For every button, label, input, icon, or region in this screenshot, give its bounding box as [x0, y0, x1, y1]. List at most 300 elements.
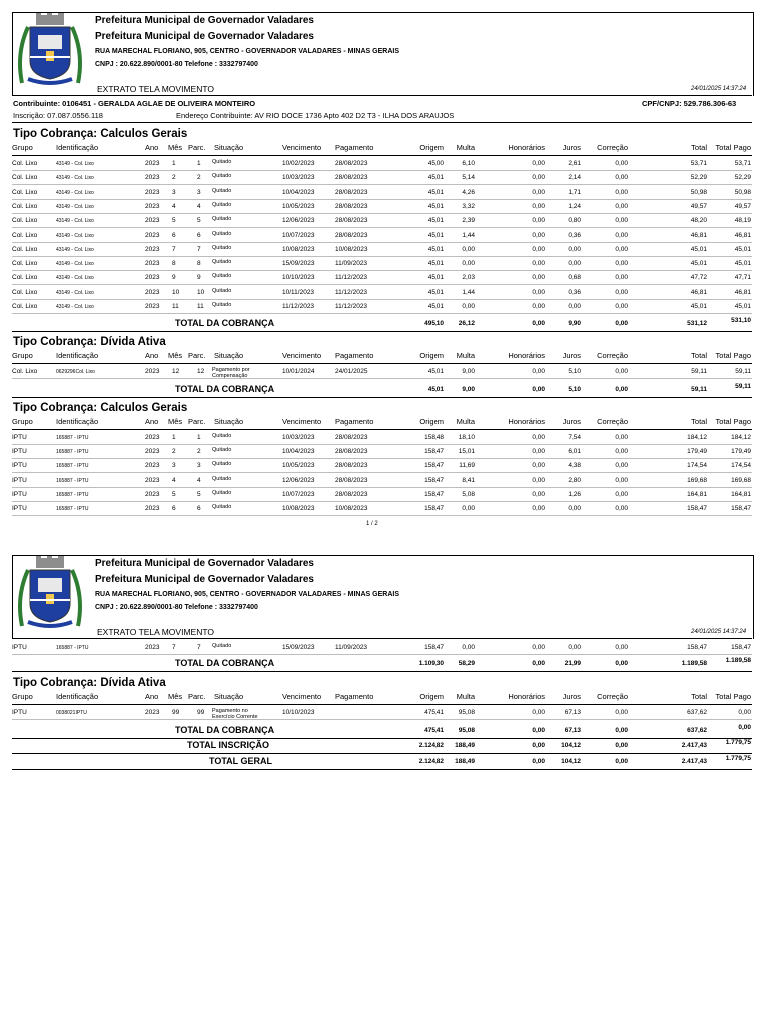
column-header: Juros — [562, 692, 581, 701]
cell: 158,48 — [424, 433, 444, 441]
cell: 45,01 — [427, 245, 444, 253]
total-rule — [12, 331, 752, 332]
cell: 1,44 — [462, 288, 475, 296]
column-header: Identificação — [56, 692, 99, 701]
city-crest-icon — [14, 13, 86, 87]
total-label: TOTAL DA COBRANÇA — [175, 725, 275, 735]
table-row — [12, 488, 752, 501]
cell: 0,00 — [462, 303, 475, 310]
cell: 3,32 — [462, 202, 475, 210]
column-header: Ano — [145, 143, 159, 152]
total-value: 2.417,43 — [681, 758, 707, 765]
table-row — [12, 706, 752, 719]
cell: Quitado — [212, 273, 232, 280]
cell: 1,71 — [568, 188, 581, 196]
info-rule — [12, 122, 752, 123]
total-value: 59,11 — [735, 382, 751, 390]
cell: Col. Lixo — [12, 245, 38, 253]
cell: 0,00 — [615, 188, 628, 196]
cell: 1,24 — [568, 202, 581, 210]
column-header: Parc. — [188, 143, 206, 152]
cell: 46,81 — [734, 288, 751, 296]
cell: 45,01 — [690, 303, 707, 310]
cell: 28/08/2023 — [335, 490, 368, 498]
cell: 2,39 — [462, 217, 475, 225]
column-header: Pagamento — [335, 143, 374, 152]
total-label: TOTAL DA COBRANÇA — [175, 318, 275, 329]
total-value: 2.124,82 — [418, 742, 444, 749]
cell: 6 — [197, 505, 201, 513]
cell: 2023 — [145, 274, 160, 282]
total-value: 9,90 — [568, 320, 581, 328]
cell: 15/09/2023 — [282, 644, 315, 651]
table-row — [12, 502, 752, 515]
cell: Col. Lixo — [12, 202, 38, 210]
cell: 6,10 — [462, 160, 475, 167]
header-cnpj: CNPJ : 20.622.890/0001-80 Telefone : 3332797400 — [95, 61, 258, 68]
cell: 0,00 — [738, 709, 751, 716]
total-value: 0,00 — [615, 320, 628, 328]
column-header: Honorários — [508, 692, 545, 701]
cell: 43149 - Col. Lixo — [56, 218, 94, 225]
column-header-row — [12, 417, 752, 429]
cell: 2023 — [145, 462, 160, 470]
cell: 0,80 — [568, 217, 581, 225]
cell: 0,00 — [532, 709, 545, 716]
cell: 5 — [172, 217, 176, 225]
cell: 99 — [172, 709, 180, 716]
cell: 158,47 — [424, 476, 444, 484]
cell: 2023 — [145, 188, 160, 196]
cell: 0,00 — [615, 644, 628, 651]
cell: 0,00 — [568, 505, 581, 513]
column-header: Origem — [419, 351, 444, 361]
column-header: Vencimento — [282, 416, 322, 426]
cell: Quitado — [212, 643, 232, 649]
column-header: Ano — [145, 351, 159, 361]
column-header: Multa — [456, 143, 475, 152]
cell: 2023 — [145, 174, 160, 182]
cell: 0,36 — [568, 231, 581, 239]
cell: Quitado — [212, 244, 232, 251]
cell: 45,01 — [427, 303, 444, 310]
table-row — [12, 200, 752, 213]
cell: 5,08 — [462, 490, 475, 498]
cell: 6 — [197, 231, 201, 239]
table-row — [12, 214, 752, 227]
cell: 475,41 — [424, 709, 444, 716]
column-header-rule — [12, 429, 752, 430]
cell: 8 — [197, 260, 201, 268]
total-value: 0,00 — [532, 742, 545, 749]
row-rule — [12, 654, 752, 655]
cell: 10/04/2023 — [282, 188, 315, 196]
total-value: 0,00 — [615, 660, 628, 667]
total-row — [12, 724, 752, 738]
cell: 11 — [197, 303, 204, 310]
cell: Pagamento por Compensação — [212, 367, 250, 380]
cell: 2,61 — [568, 160, 581, 167]
column-header: Multa — [456, 351, 475, 361]
column-header: Total Pago — [715, 143, 751, 152]
cell: 45,01 — [427, 274, 444, 282]
cell: 0,00 — [615, 433, 628, 441]
cell: 0,00 — [532, 231, 545, 239]
cell: 0,00 — [462, 245, 475, 253]
cell: 11/12/2023 — [335, 303, 368, 310]
cell: 45,01 — [690, 245, 707, 253]
total-value: 0,00 — [532, 385, 545, 393]
city-crest-icon — [14, 556, 86, 630]
page2-header-line1: Prefeitura Municipal de Governador Valadares — [95, 558, 314, 569]
cell: 2023 — [145, 303, 160, 310]
column-header: Ano — [145, 692, 159, 701]
column-header: Total — [691, 692, 707, 701]
cell: 9 — [197, 274, 201, 282]
cell: 45,01 — [427, 202, 444, 210]
cell: 1 — [172, 160, 176, 167]
cell: 18,10 — [458, 433, 475, 441]
total-value: 95,08 — [458, 727, 475, 734]
total-value: 495,10 — [424, 320, 444, 328]
cell: 11/12/2023 — [335, 288, 368, 296]
cell: 0,00 — [532, 368, 545, 376]
cell: 7 — [197, 245, 201, 253]
cell: 11/09/2023 — [335, 260, 368, 268]
total-row — [12, 657, 752, 671]
column-header: Vencimento — [282, 351, 322, 361]
column-header: Mês — [168, 143, 183, 152]
cell: 10/08/2023 — [335, 505, 368, 513]
total-value: 188,49 — [455, 742, 475, 749]
cell: 99 — [197, 709, 205, 716]
cell: 45,00 — [427, 160, 444, 167]
cell: 637,62 — [687, 709, 707, 716]
cell: 0,00 — [532, 160, 545, 167]
cell: 48,20 — [690, 217, 707, 225]
cell: 1,44 — [462, 231, 475, 239]
cpf-cnpj: CPF/CNPJ: 529.786.306-63 — [642, 99, 737, 108]
cell: 5,14 — [462, 174, 475, 182]
column-header: Pagamento — [335, 692, 374, 701]
row-rule — [12, 719, 752, 720]
cell: 28/08/2023 — [335, 202, 368, 210]
column-header: Mês — [168, 351, 183, 361]
row-rule — [12, 378, 752, 379]
total-rule — [12, 769, 752, 770]
cell: 0,00 — [532, 505, 545, 513]
cell: 0,00 — [532, 644, 545, 651]
cell: 2023 — [145, 160, 160, 167]
column-header: Juros — [562, 351, 581, 361]
cell: 7 — [172, 644, 176, 651]
doc-datetime: 24/01/2025 14:37:24 — [691, 86, 747, 92]
total-value: 104,12 — [561, 742, 581, 749]
cell: 0,00 — [568, 644, 581, 651]
cell: 45,01 — [427, 217, 444, 225]
cell: 43149 - Col. Lixo — [56, 261, 94, 268]
total-value: 0,00 — [615, 742, 628, 749]
total-value: 637,62 — [687, 727, 707, 734]
total-value: 0,00 — [738, 724, 751, 731]
cell: IPTU — [12, 433, 27, 441]
cell: 10/01/2024 — [282, 368, 315, 376]
column-header: Ano — [145, 416, 159, 426]
cell: 0,00 — [568, 245, 581, 253]
cell: 0,00 — [532, 217, 545, 225]
cell: 10/10/2023 — [282, 274, 315, 282]
cell: 10/05/2023 — [282, 202, 315, 210]
cell: Col. Lixo — [12, 260, 38, 268]
cell: 0,00 — [615, 174, 628, 182]
cell: 12 — [197, 368, 205, 376]
cell: 0,00 — [532, 260, 545, 268]
cell: 184,12 — [687, 433, 707, 441]
header-org-line-1: Prefeitura Municipal de Governador Valadares — [95, 15, 314, 26]
cell: 4 — [172, 476, 176, 484]
cell: 158,47 — [424, 490, 444, 498]
cell: 165887 - IPTU — [56, 434, 89, 441]
column-header: Total Pago — [715, 416, 751, 426]
column-header: Honorários — [508, 351, 545, 361]
column-header: Total Pago — [715, 351, 751, 361]
cell: Quitado — [212, 187, 232, 194]
cell: 49,57 — [734, 202, 751, 210]
cell: 0,00 — [568, 303, 581, 310]
cell: 45,01 — [734, 303, 751, 310]
cell: 2023 — [145, 505, 160, 513]
total-value: 45,01 — [427, 385, 444, 393]
cell: 45,01 — [734, 260, 751, 268]
cell: 46,81 — [690, 231, 707, 239]
cell: 3 — [172, 462, 176, 470]
total-rule — [12, 671, 752, 672]
total-row — [12, 317, 752, 331]
cell: IPTU — [12, 476, 27, 484]
cell: 28/08/2023 — [335, 462, 368, 470]
cell: 43149 - Col. Lixo — [56, 289, 94, 296]
cell: 11/12/2023 — [335, 274, 368, 282]
table-row — [12, 229, 752, 242]
cell: 52,29 — [734, 174, 751, 182]
cell: 158,47 — [731, 644, 751, 651]
cell: 0038021IPTU — [56, 710, 87, 716]
total-value: 21,99 — [564, 660, 581, 667]
cell: 47,71 — [734, 274, 751, 282]
cell: 95,08 — [458, 709, 475, 716]
cell: Col. Lixo — [12, 160, 38, 167]
cell: 0,00 — [615, 709, 628, 716]
column-header: Honorários — [508, 143, 545, 152]
table-row — [12, 186, 752, 199]
cell: Col. Lixo — [12, 274, 38, 282]
cell: 158,47 — [424, 462, 444, 470]
total-value: 0,00 — [615, 385, 628, 393]
cell: 0,00 — [615, 303, 628, 310]
column-header: Vencimento — [282, 143, 322, 152]
cell: 169,68 — [731, 476, 751, 484]
cell: 2023 — [145, 709, 160, 716]
cell: 0,00 — [532, 245, 545, 253]
cell: Quitado — [212, 159, 232, 165]
total-value: 67,13 — [564, 727, 581, 734]
cell: Pagamento no Exercício Corrente — [212, 708, 258, 720]
total-rule — [12, 397, 752, 398]
cell: 53,71 — [690, 160, 707, 167]
column-header: Multa — [456, 692, 475, 701]
cell: IPTU — [12, 505, 27, 513]
cell: 184,12 — [731, 433, 751, 441]
cell: 12/06/2023 — [282, 217, 315, 225]
cell: 10 — [172, 288, 180, 296]
cell: 10/08/2023 — [335, 245, 368, 253]
cell: 10 — [197, 288, 205, 296]
cell: 165887 - IPTU — [56, 463, 89, 470]
cell: 11/09/2023 — [335, 644, 368, 651]
total-value: 59,11 — [691, 385, 707, 393]
cell: 1 — [197, 433, 201, 441]
cell: 158,47 — [731, 505, 751, 513]
column-header: Grupo — [12, 416, 33, 426]
total-value: 0,00 — [532, 320, 545, 328]
page2-header-cnpj: CNPJ : 20.622.890/0001-80 Telefone : 3332797400 — [95, 604, 258, 611]
cell: 0,00 — [462, 644, 475, 651]
cell: 12/06/2023 — [282, 476, 315, 484]
cell: 15/09/2023 — [282, 260, 315, 268]
cell: 4 — [172, 202, 176, 210]
total-row — [12, 383, 752, 397]
cell: Quitado — [212, 475, 232, 482]
total-label: TOTAL DA COBRANÇA — [175, 383, 275, 394]
cell: 165887 - IPTU — [56, 645, 89, 651]
cell: 179,49 — [687, 447, 707, 455]
cell: 8 — [172, 260, 176, 268]
total-value: 1.779,75 — [725, 755, 751, 762]
row-rule — [12, 515, 752, 516]
column-header: Origem — [419, 143, 444, 152]
cell: 10/07/2023 — [282, 231, 315, 239]
total-label: TOTAL INSCRIÇÃO — [187, 740, 270, 750]
cell: 28/08/2023 — [335, 231, 368, 239]
cell: 165887 - IPTU — [56, 491, 89, 498]
cell: 4,26 — [462, 188, 475, 196]
column-header: Situação — [214, 692, 244, 701]
cell: 43149 - Col. Lixo — [56, 175, 94, 182]
cell: 0,00 — [615, 462, 628, 470]
total-value: 2.124,82 — [418, 758, 444, 765]
column-header: Grupo — [12, 143, 33, 152]
total-value: 26,12 — [458, 320, 475, 328]
column-header: Multa — [456, 416, 475, 426]
cell: 45,01 — [427, 174, 444, 182]
column-header: Identificação — [56, 416, 99, 426]
page2-header-line2: Prefeitura Municipal de Governador Valadares — [95, 574, 314, 585]
cell: 15,01 — [458, 447, 475, 455]
section-title: Tipo Cobrança: Calculos Gerais — [13, 401, 188, 414]
column-header-row — [12, 143, 752, 155]
column-header: Correção — [597, 692, 628, 701]
column-header: Situação — [214, 143, 244, 152]
cell: 165887 - IPTU — [56, 506, 89, 513]
cell: 7 — [172, 245, 176, 253]
cell: 10/03/2023 — [282, 174, 315, 182]
cell: 0,00 — [615, 245, 628, 253]
page2-header-address: RUA MARECHAL FLORIANO, 905, CENTRO - GOVERNADOR VALADARES - MINAS GERAIS — [95, 591, 399, 598]
cell: Col. Lixo — [12, 231, 38, 239]
cell: 10/03/2023 — [282, 433, 315, 441]
cell: 52,29 — [690, 174, 707, 182]
cell: 3 — [172, 188, 176, 196]
cell: 43149 - Col. Lixo — [56, 275, 94, 282]
cell: 2023 — [145, 368, 160, 376]
column-header: Origem — [419, 692, 444, 701]
column-header: Situação — [214, 351, 244, 361]
column-header: Mês — [168, 416, 183, 426]
table-row — [12, 459, 752, 472]
total-value: 531,12 — [687, 320, 707, 328]
total-value: 1.189,58 — [725, 657, 751, 664]
cell: 4 — [197, 476, 201, 484]
cell: 1,26 — [568, 490, 581, 498]
cell: 28/08/2023 — [335, 433, 368, 441]
table-row — [12, 641, 752, 654]
cell: 45,01 — [734, 245, 751, 253]
table-row — [12, 243, 752, 256]
cell: 28/08/2023 — [335, 188, 368, 196]
cell: Quitado — [212, 302, 232, 308]
cell: 0,00 — [462, 260, 475, 268]
cell: 0,00 — [532, 288, 545, 296]
cell: Quitado — [212, 216, 232, 223]
cell: 28/08/2023 — [335, 476, 368, 484]
total-row — [12, 755, 752, 769]
cell: 164,81 — [731, 490, 751, 498]
cell: 2023 — [145, 260, 160, 268]
cell: IPTU — [12, 709, 27, 716]
cell: 43149 - Col. Lixo — [56, 189, 94, 196]
cell: 0,00 — [615, 274, 628, 282]
table-row — [12, 300, 752, 313]
cell: 7,54 — [568, 433, 581, 441]
column-header: Juros — [562, 416, 581, 426]
cell: 158,47 — [687, 505, 707, 513]
total-value: 1.109,30 — [418, 660, 444, 667]
cell: 11/12/2023 — [282, 303, 315, 310]
cell: 0629296Col. Lixo — [56, 369, 95, 376]
cell: IPTU — [12, 490, 27, 498]
cell: 59,11 — [735, 368, 751, 376]
column-header: Origem — [419, 416, 444, 426]
cell: 5 — [172, 490, 176, 498]
cell: 10/10/2023 — [282, 709, 315, 716]
cell: 4,38 — [568, 462, 581, 470]
total-value: 0,00 — [532, 660, 545, 667]
cell: 2 — [172, 447, 176, 455]
cell: 45,01 — [427, 368, 444, 376]
column-header: Correção — [597, 416, 628, 426]
cell: 2,14 — [568, 174, 581, 182]
table-row — [12, 474, 752, 487]
cell: 5 — [197, 490, 201, 498]
cell: 45,01 — [427, 288, 444, 296]
column-header: Pagamento — [335, 351, 374, 361]
page-number: 1 / 2 — [366, 521, 378, 527]
cell: 2023 — [145, 288, 160, 296]
cell: Col. Lixo — [12, 174, 38, 182]
column-header: Grupo — [12, 692, 33, 701]
page2-header-doc_title: EXTRATO TELA MOVIMENTO — [97, 627, 214, 637]
cell: 179,49 — [731, 447, 751, 455]
